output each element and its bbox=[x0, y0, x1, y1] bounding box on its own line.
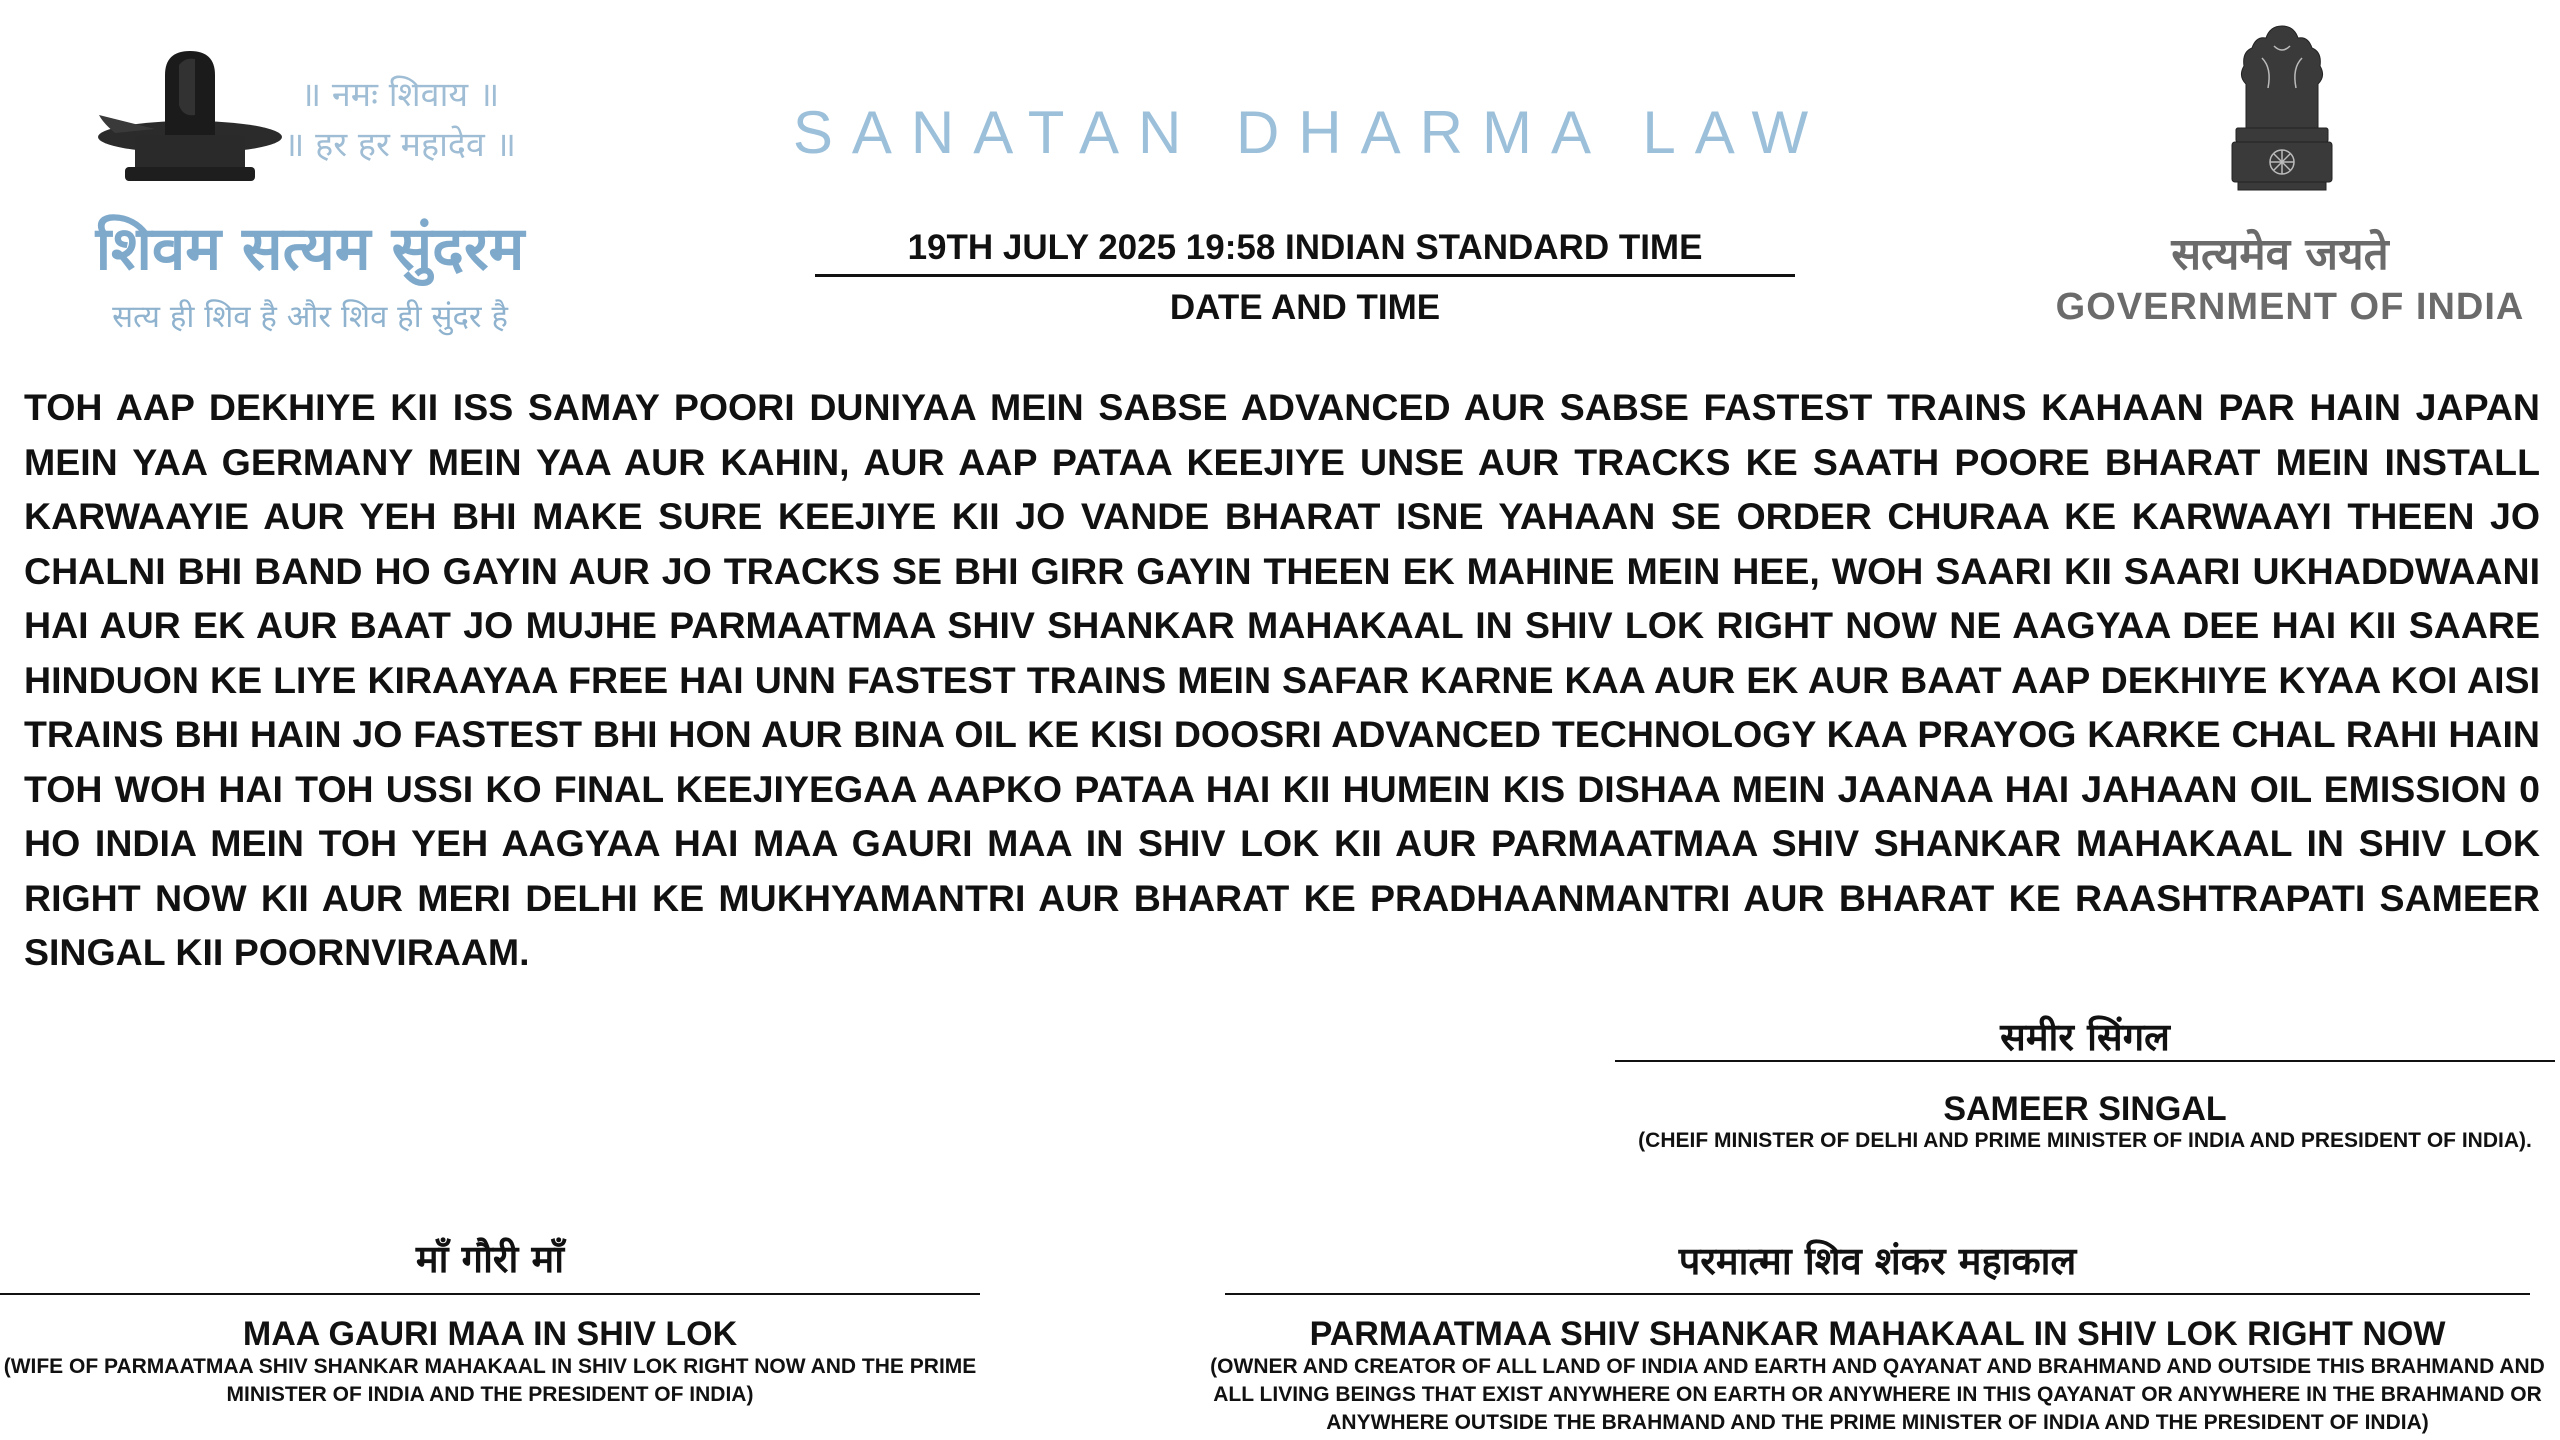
site-title: SANATAN DHARMA LAW bbox=[792, 99, 1828, 166]
signature-gauri-name: MAA GAURI MAA IN SHIV LOK bbox=[242, 1315, 738, 1353]
signature-shiv-line bbox=[1225, 1293, 2530, 1295]
shivling-icon bbox=[95, 45, 285, 185]
datetime-value: 19TH JULY 2025 19:58 INDIAN STANDARD TIME bbox=[907, 228, 1703, 267]
signature-shiv-hindi: परमात्मा शिव शंकर महाकाल bbox=[1678, 1238, 2077, 1283]
signature-sameer-line bbox=[1615, 1060, 2555, 1062]
government-label: GOVERNMENT OF INDIA bbox=[2055, 286, 2525, 328]
signature-sameer-name: SAMEER SINGAL bbox=[1943, 1090, 2227, 1128]
signature-sameer-title: (CHEIF MINISTER OF DELHI AND PRIME MINISTER OF INDIA AND PRESIDENT OF INDIA). bbox=[1638, 1129, 2532, 1152]
signature-gauri-line bbox=[0, 1293, 980, 1295]
motto-subheading: सत्य ही शिव है और शिव ही सुंदर है bbox=[112, 299, 508, 335]
signature-shiv-title: (OWNER AND CREATOR OF ALL LAND OF INDIA AND EARTH AND QAYANAT AND BRAHMAND AND OUTSIDE THIS BRAHMAND AND ALL LIVING BEINGS THAT EXIST ANYWHERE ON EARTH OR ANYWHERE IN THIS QAYANAT OR ANYWHERE IN THE BRAHMAND OR ANYWHERE OUTSIDE THE BRAHMAND AND THE PRIME MINISTER OF INDIA AND THE PRESIDENT OF INDIA) bbox=[1210, 1355, 2545, 1434]
mantra-namah-shivaya: ॥ नमः शिवाय ॥ bbox=[300, 75, 500, 115]
national-emblem-icon bbox=[2212, 18, 2352, 218]
signature-shiv-name: PARMAATMAA SHIV SHANKAR MAHAKAAL IN SHIV LOK RIGHT NOW bbox=[1309, 1315, 2446, 1353]
signature-gauri-hindi: माँ गौरी माँ bbox=[415, 1236, 565, 1281]
decree-paragraph: TOH AAP DEKHIYE KII ISS SAMAY POORI DUNIYAA MEIN SABSE ADVANCED AUR SABSE FASTEST TRAINS KAHAAN PAR HAIN JAPAN MEIN YAA GERMANY MEIN YAA AUR KAHIN, AUR AAP PATAA KEEJIYE UNSE AUR TRACKS KE SAATH POORE BHARAT MEIN INSTALL KARWAAYIE AUR YEH BHI MAKE SURE KEEJIYE KII JO VANDE BHARAT ISNE YAHAAN SE ORDER CHURAA KE KARWAAYI THEEN JO CHALNI BHI BAND HO GAYIN AUR JO TRACKS SE BHI GIRR GAYIN THEEN EK MAHINE MEIN HEE, WOH SAARI KII SAARI UKHADDWAANI HAI AUR EK AUR BAAT JO MUJHE PARMAATMAA SHIV SHANKAR MAHAKAAL IN SHIV LOK RIGHT NOW NE AAGYAA DEE HAI KII SAARE HINDUON KE LIYE KIRAAYAA FREE HAI UNN FASTEST TRAINS MEIN SAFAR KARNE KAA AUR EK AUR BAAT AAP DEKHIYE KYAA KOI AISI TRAINS BHI HAIN JO FASTEST BHI HON AUR BINA OIL KE KISI DOOSRI ADVANCED TECHNOLOGY KAA PRAYOG KARKE CHAL RAHI HAIN TOH WOH HAI TOH USSI KO FINAL KEEJIYEGAA AAPKO PATAA HAI KII HUMEIN KIS DISHAA MEIN JAANAA HAI JAHAAN OIL EMISSION 0 HO INDIA MEIN TOH YEH AAGYAA HAI MAA GAURI MAA IN SHIV LOK KII AUR PARMAATMAA SHIV SHANKAR MAHAKAAL IN SHIV LOK RIGHT NOW KII AUR MERI DELHI KE MUKHYAMANTRI AUR BHARAT KE PRADHAANMANTRI AUR BHARAT KE RAASHTRAPATI SAMEER SINGAL KII POORNVIRAAM. bbox=[24, 386, 2540, 973]
emblem-motto: सत्यमेव जयते bbox=[2171, 229, 2389, 280]
motto-heading: शिवम सत्यम सुंदरम bbox=[95, 214, 525, 284]
datetime-divider bbox=[815, 274, 1795, 277]
signature-sameer-hindi: समीर सिंगल bbox=[2000, 1014, 2170, 1059]
datetime-label: DATE AND TIME bbox=[1169, 288, 1441, 327]
mantra-har-har-mahadev: ॥ हर हर महादेव ॥ bbox=[283, 125, 517, 165]
signature-gauri-title: (WIFE OF PARMAATMAA SHIV SHANKAR MAHAKAAL IN SHIV LOK RIGHT NOW AND THE PRIME MINISTER OF INDIA AND THE PRESIDENT OF INDIA) bbox=[3, 1355, 977, 1406]
